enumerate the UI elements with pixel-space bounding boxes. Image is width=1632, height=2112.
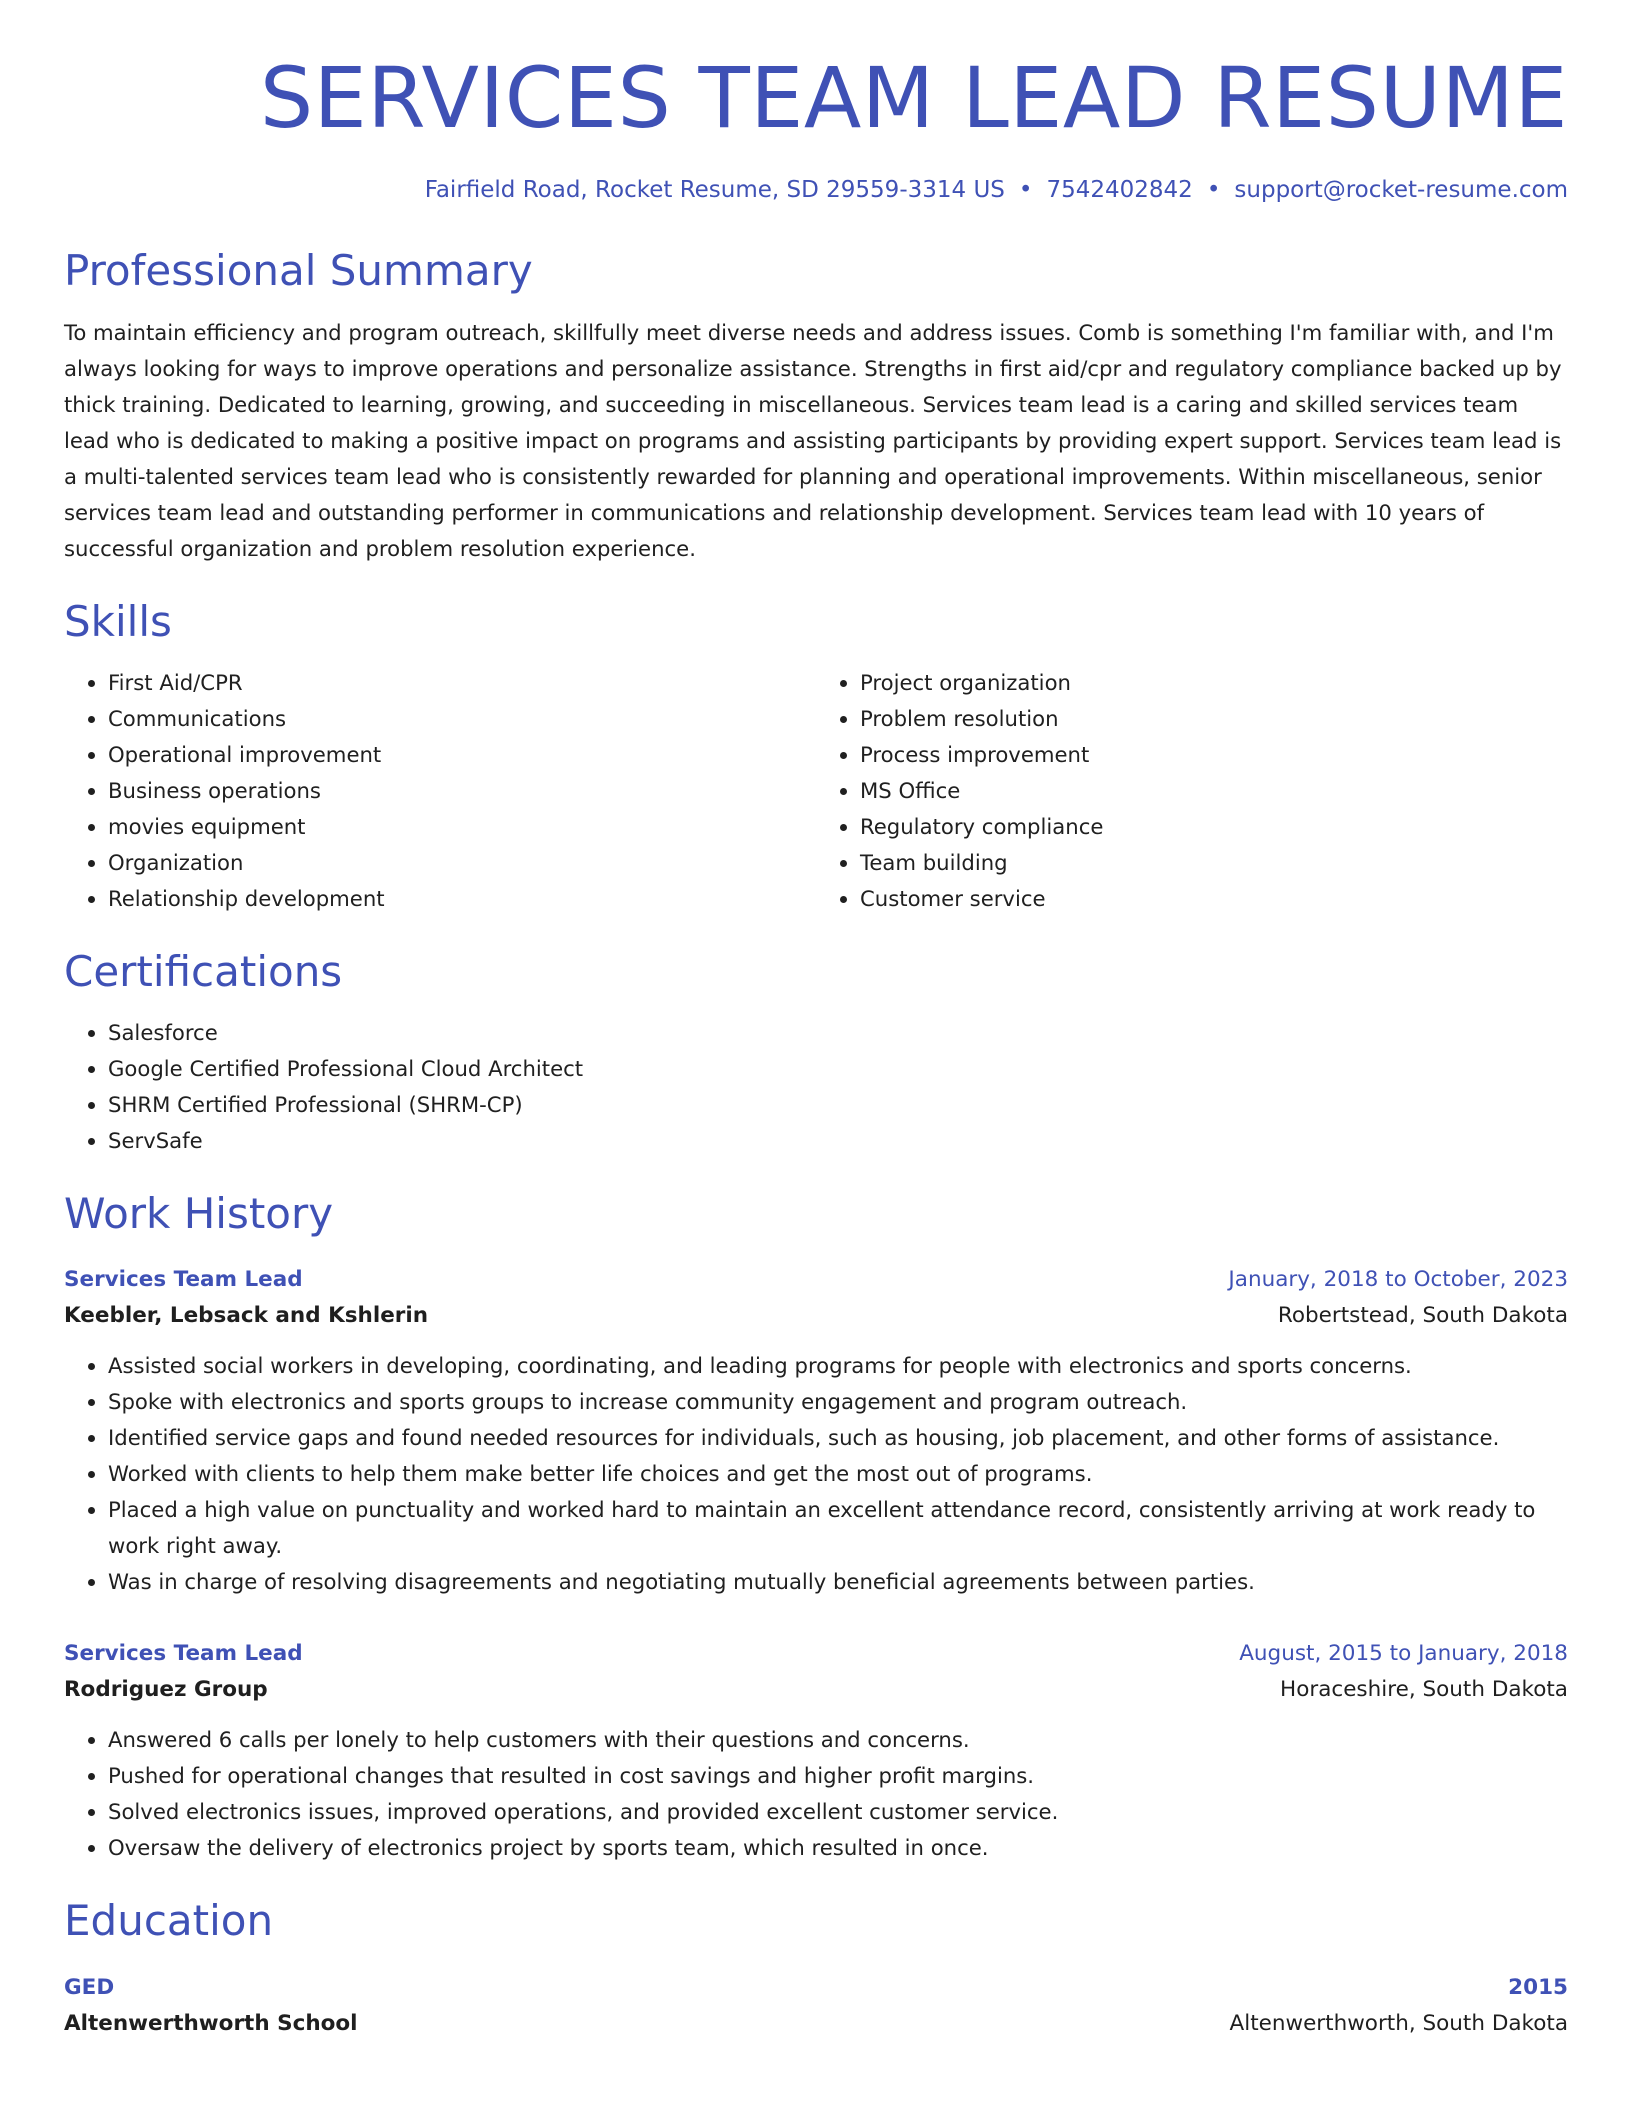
skill-item: • First Aid/CPR bbox=[108, 665, 816, 701]
job-company: Keebler, Lebsack and Kshlerin bbox=[64, 1302, 429, 1328]
job-location: Robertstead, South Dakota bbox=[1277, 1302, 1568, 1328]
education-school-row bbox=[64, 2006, 1568, 2042]
education-year: 2015 bbox=[1508, 1975, 1568, 2001]
skill-item: • Team building bbox=[860, 845, 1568, 881]
skill-item: • Process improvement bbox=[860, 737, 1568, 773]
job-location: Horaceshire, South Dakota bbox=[1280, 1676, 1568, 1702]
contact-phone: 7542402842 bbox=[1046, 177, 1193, 204]
contact-email: support@rocket-resume.com bbox=[1234, 177, 1568, 204]
skill-item: • Problem resolution bbox=[860, 701, 1568, 737]
job-bullet: • Answered 6 calls per lonely to help customers with their questions and concerns. bbox=[108, 1722, 1568, 1758]
skills-heading: Skills bbox=[64, 596, 172, 646]
job-bullet: • Solved electronics issues, improved operations, and provided excellent customer service. bbox=[108, 1794, 1568, 1830]
certification-item: • Salesforce bbox=[108, 1015, 1568, 1051]
job-entry bbox=[64, 1636, 1568, 1866]
job-bullet: • Pushed for operational changes that resulted in cost savings and higher profit margins. bbox=[108, 1758, 1568, 1794]
job-dates: August, 2015 to January, 2018 bbox=[1239, 1640, 1568, 1666]
education-degree-row bbox=[64, 1970, 1568, 2006]
work-history-heading: Work History bbox=[64, 1189, 334, 1239]
education-entry bbox=[64, 1970, 1568, 2042]
job-company-row bbox=[64, 1298, 1568, 1334]
job-company-row bbox=[64, 1672, 1568, 1708]
summary-text: To maintain efficiency and program outreach, skillfully meet diverse needs and address issues. Comb is something I'm familiar with, and I'm always looking for ways to improve operations and personalize assistance. Strengths in first aid/cpr and regulatory compliance backed up by thick training. Dedicated to learning, growing, and succeeding in miscellaneous. Services team lead is a caring and skilled services team lead who is dedicated to making a positive impact on programs and assisting participants by providing expert support. Services team lead is a multi-talented services team lead who is consistently rewarded for planning and operational improvements. Within miscellaneous, senior services team lead and outstanding performer in communications and relationship development. Services team lead with 10 years of successful organization and problem resolution experience. bbox=[64, 319, 1562, 561]
certifications-section bbox=[64, 947, 1568, 1159]
skills-list-right bbox=[816, 665, 1568, 917]
education-section bbox=[64, 1896, 1568, 2042]
certifications-list bbox=[64, 1015, 1568, 1159]
skill-item: • Organization bbox=[108, 845, 816, 881]
job-bullet: • Worked with clients to help them make better life choices and get the most out of programs. bbox=[108, 1456, 1568, 1492]
job-bullet: • Oversaw the delivery of electronics project by sports team, which resulted in once. bbox=[108, 1830, 1568, 1866]
work-history-section bbox=[64, 1189, 1568, 1865]
education-school: Altenwerthworth School bbox=[64, 2011, 358, 2037]
contact-line bbox=[64, 176, 1568, 206]
skill-item: • Relationship development bbox=[108, 881, 816, 917]
skill-item: • Customer service bbox=[860, 881, 1568, 917]
certification-item: • Google Certified Professional Cloud Architect bbox=[108, 1051, 1568, 1087]
contact-separator: • bbox=[1018, 177, 1033, 204]
contact-address: Fairfield Road, Rocket Resume, SD 29559-3314 US bbox=[424, 177, 1005, 204]
job-role-row bbox=[64, 1262, 1568, 1298]
job-bullets bbox=[64, 1348, 1568, 1600]
certification-item: • SHRM Certified Professional (SHRM-CP) bbox=[108, 1087, 1568, 1123]
skill-item: • Business operations bbox=[108, 773, 816, 809]
skill-item: • Operational improvement bbox=[108, 737, 816, 773]
job-entry bbox=[64, 1262, 1568, 1600]
education-degree: GED bbox=[64, 1975, 115, 2001]
job-bullets bbox=[64, 1722, 1568, 1866]
skills-section bbox=[64, 597, 1568, 917]
job-bullet: • Was in charge of resolving disagreements and negotiating mutually beneficial agreements between parties. bbox=[108, 1564, 1568, 1600]
education-heading: Education bbox=[64, 1895, 274, 1945]
job-role: Services Team Lead bbox=[64, 1266, 303, 1292]
resume-header bbox=[64, 0, 1568, 206]
job-bullet: • Spoke with electronics and sports groups to increase community engagement and program outreach. bbox=[108, 1384, 1568, 1420]
skills-columns bbox=[64, 665, 1568, 917]
job-bullet: • Identified service gaps and found needed resources for individuals, such as housing, job placement, and other forms of assistance. bbox=[108, 1420, 1568, 1456]
certifications-heading: Certifications bbox=[64, 947, 343, 997]
skills-list-left bbox=[64, 665, 816, 917]
job-company: Rodriguez Group bbox=[64, 1676, 268, 1702]
skill-item: • Project organization bbox=[860, 665, 1568, 701]
job-bullet: • Placed a high value on punctuality and worked hard to maintain an excellent attendance record, consistently arriving at work ready to work right away. bbox=[108, 1492, 1568, 1564]
skill-item: • MS Office bbox=[860, 773, 1568, 809]
resume-title: SERVICES TEAM LEAD RESUME bbox=[259, 49, 1568, 147]
skill-item: • Communications bbox=[108, 701, 816, 737]
certification-item: • ServSafe bbox=[108, 1123, 1568, 1159]
job-dates: January, 2018 to October, 2023 bbox=[1228, 1266, 1568, 1292]
skill-item: • Regulatory compliance bbox=[860, 809, 1568, 845]
job-role-row bbox=[64, 1636, 1568, 1672]
contact-separator: • bbox=[1206, 177, 1221, 204]
skill-item: • movies equipment bbox=[108, 809, 816, 845]
education-location: Altenwerthworth, South Dakota bbox=[1229, 2011, 1568, 2037]
job-bullet: • Assisted social workers in developing, coordinating, and leading programs for people with electronics and sports concerns. bbox=[108, 1348, 1568, 1384]
job-role: Services Team Lead bbox=[64, 1640, 303, 1666]
summary-heading: Professional Summary bbox=[64, 246, 533, 296]
